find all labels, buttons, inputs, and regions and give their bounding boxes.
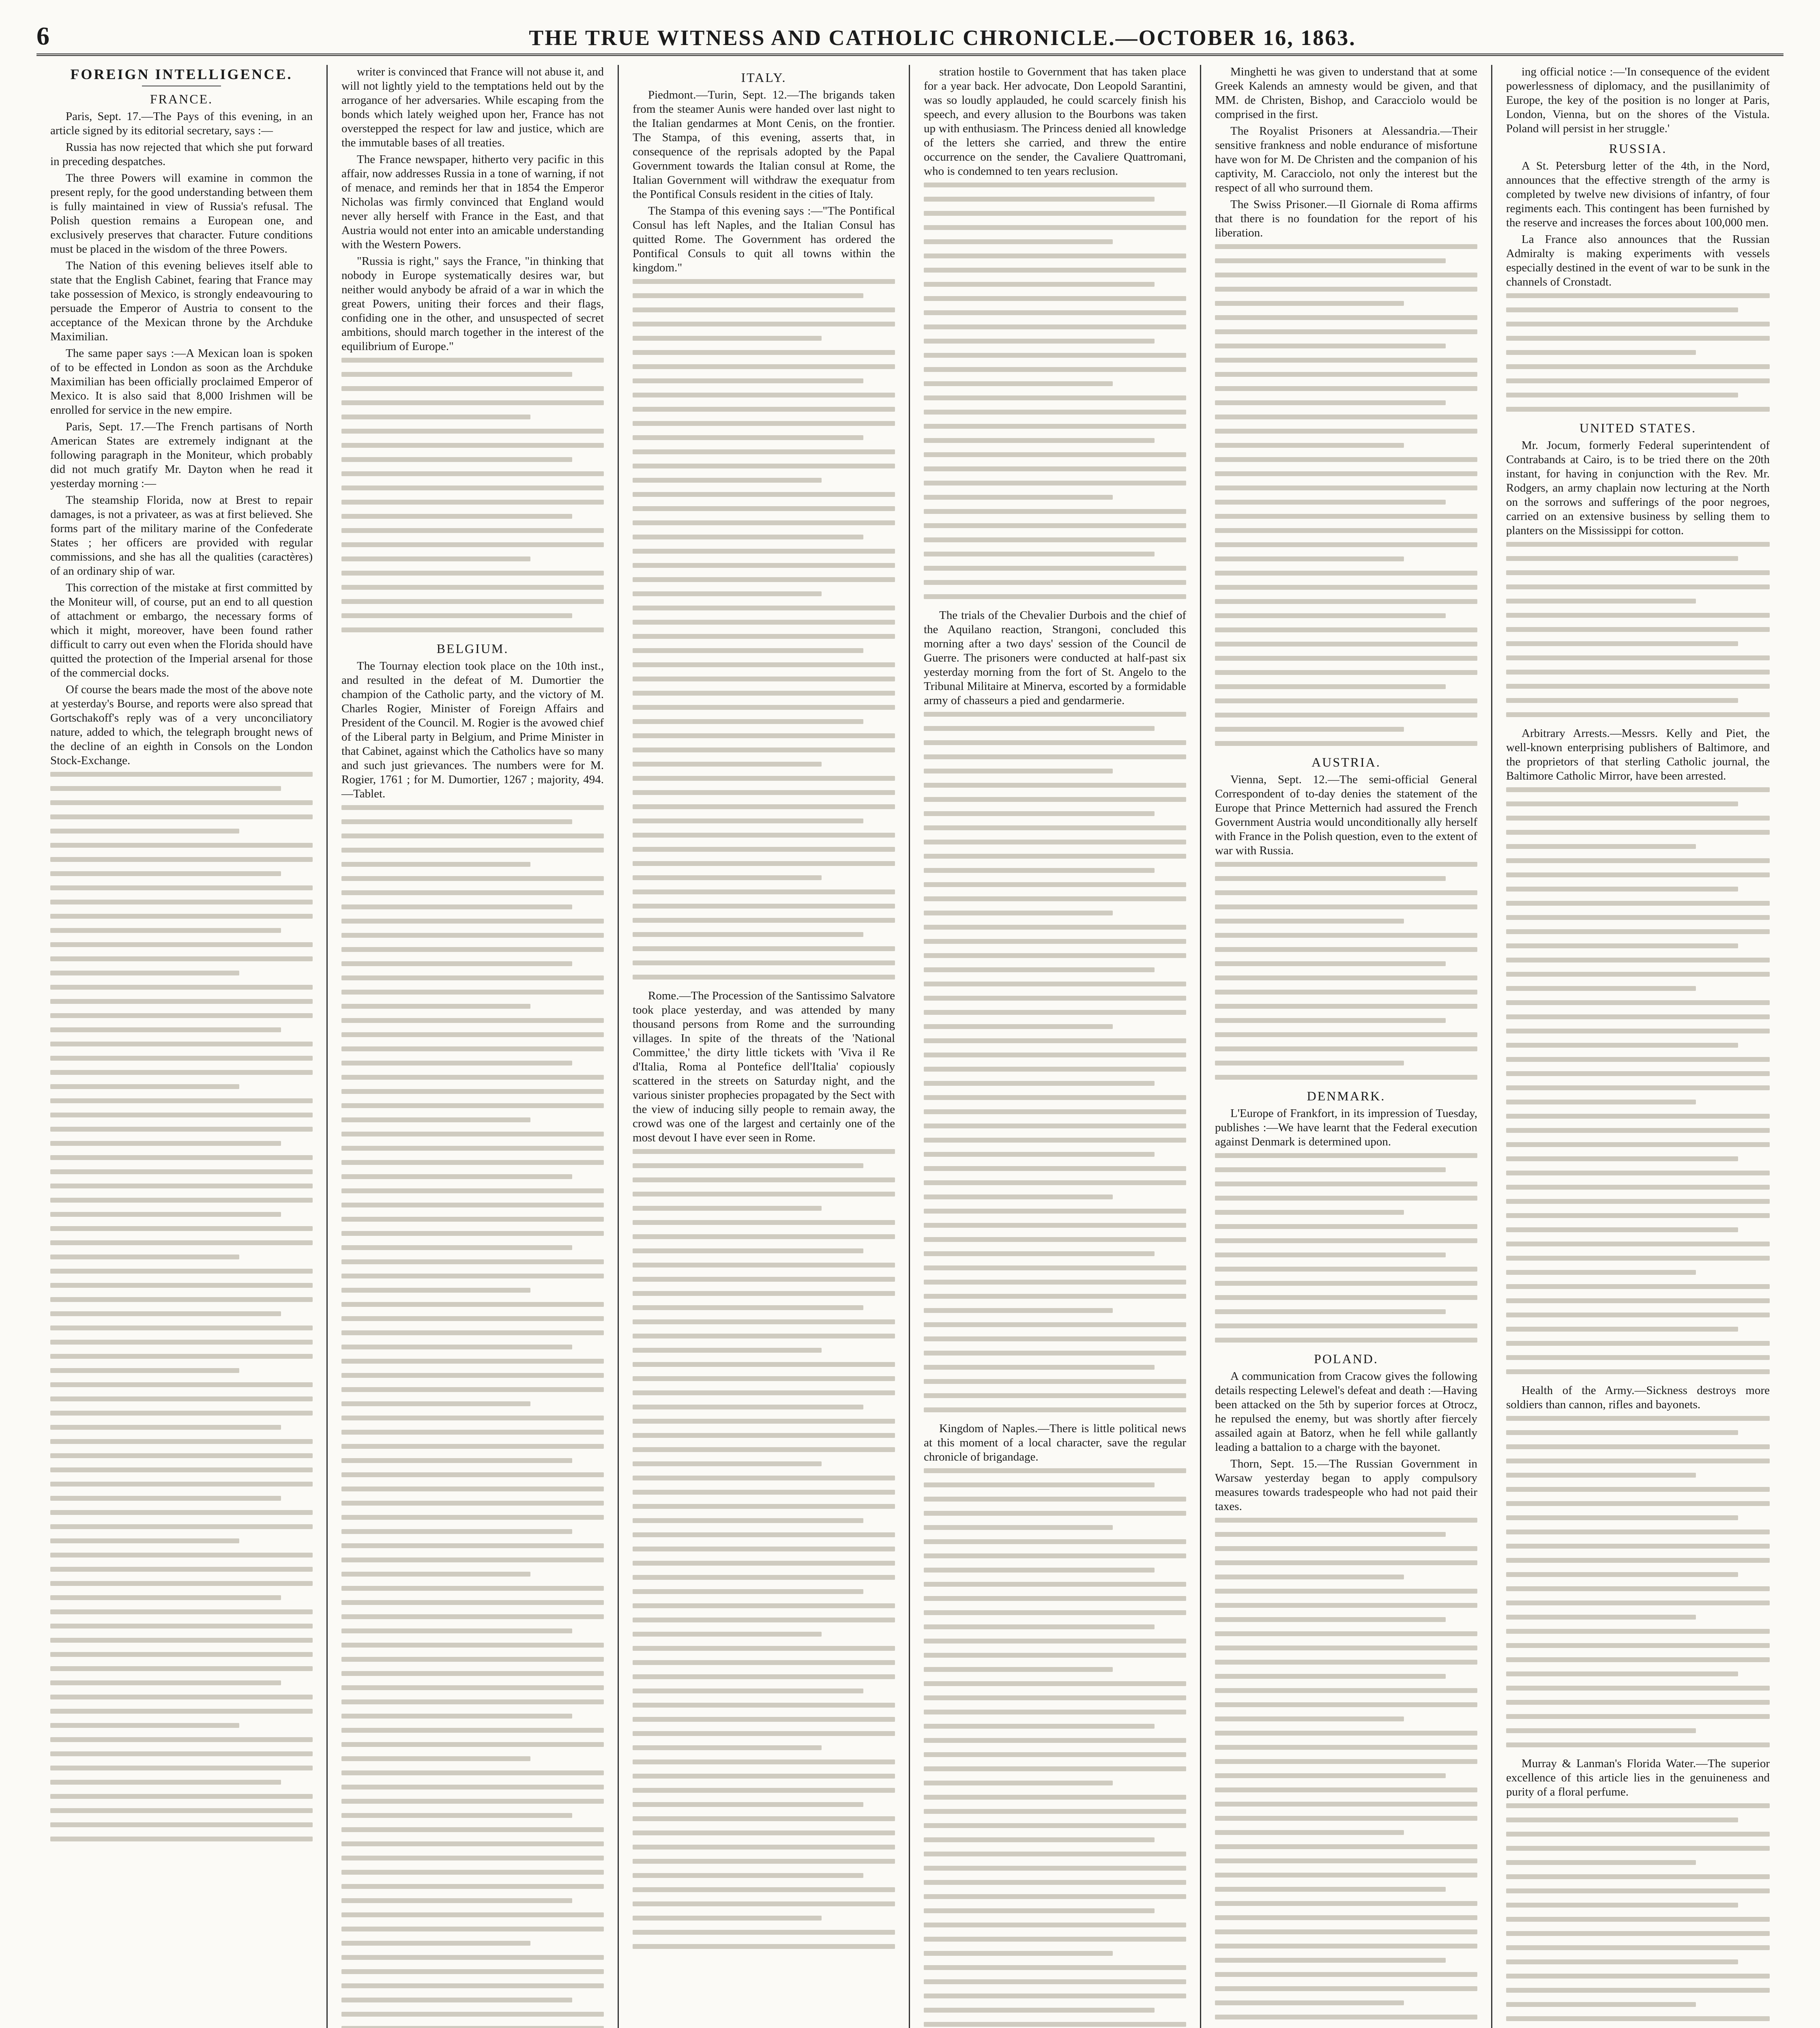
- article-paragraph: Arbitrary Arrests.—Messrs. Kelly and Piet, the well-known enterprising publishers of Baltimore, and the proprietors of that sterling Catholic journal, the Baltimore Catholic Mirror, have been arrested.: [1506, 727, 1770, 782]
- text-continuation: [1506, 293, 1770, 412]
- section-heading: FOREIGN INTELLIGENCE.: [70, 66, 293, 82]
- article-paragraph: Kingdom of Naples.—There is little political news at this moment of a local character, save the regular chronicle of brigandage.: [924, 1422, 1186, 1463]
- article-paragraph: The steamship Florida, now at Brest to repair damages, is not a privateer, as was at first believed. She forms part of the military marine of the Confederate States ; her officers are provided with regular commissions, and she has all the qualities (caractères) of an ordinary ship of war.: [50, 494, 313, 578]
- subsection-heading-austria: AUSTRIA.: [1311, 755, 1381, 769]
- article-paragraph: Piedmont.—Turin, Sept. 12.—The brigands taken from the steamer Aunis were handed over last night to the Italian gendarmes at Mont Cenis, on the frontier. The Stampa, of this evening, asserts that, in consequence of the reprisals adopted by the Papal Government towards the Italian consul at Rome, the Italian Government will withdraw the exequatur from the Pontifical Consuls resident in the cities of Italy.: [633, 88, 895, 201]
- subsection-heading-france: FRANCE.: [150, 92, 213, 106]
- column-4: [910, 65, 1201, 2028]
- subsection-heading-denmark: DENMARK.: [1307, 1089, 1386, 1103]
- page-number: 6: [36, 21, 49, 50]
- article-paragraph: This correction of the mistake at first committed by the Moniteur will, of course, put an end to all question of attachment or embargo, the necessary forms of which it might, moreover, have been found rather difficult to carry out even when the Florida should have quitted the protection of the Imperial arsenal for those of the commercial docks.: [50, 581, 313, 679]
- text-continuation: [633, 1149, 895, 1949]
- article-paragraph: Paris, Sept. 17.—The Pays of this evening, in an article signed by its editorial secretary, says :—: [50, 110, 313, 137]
- article-paragraph: Health of the Army.—Sickness destroys more soldiers than cannon, rifles and bayonets.: [1506, 1384, 1770, 1411]
- article-paragraph: The Swiss Prisoner.—Il Giornale di Roma affirms that there is no foundation for the report of his liberation.: [1215, 198, 1477, 239]
- article-paragraph: The same paper says :—A Mexican loan is spoken of to be effected in London as soon as the Archduke Maximilian has been officially proclaimed Emperor of Mexico. It is also said that 8,000 Irishmen will be enrolled for service in the new empire.: [50, 347, 313, 417]
- column-2: [328, 65, 619, 2028]
- article-paragraph: Paris, Sept. 17.—The French partisans of North American States are extremely indignant at the following paragraph in the Moniteur, which probably did not much gratify Mr. Dayton when he read it yesterday morning :—: [50, 420, 313, 490]
- subsection-heading-united-states: UNITED STATES.: [1579, 421, 1697, 435]
- page-header: [36, 19, 1784, 56]
- article-paragraph: writer is convinced that France will not abuse it, and will not lightly yield to the temptations held out by the arrogance of her adversaries. While escaping from the bonds which lately weighed upon her, France has not overstepped the respect for law and justice, which are the immutable bases of all treaties.: [341, 65, 604, 149]
- column-5: [1201, 65, 1492, 2028]
- text-continuation: [341, 805, 604, 2028]
- article-paragraph: Rome.—The Procession of the Santissimo Salvatore took place yesterday, and was attended by many thousand persons from Rome and the surrounding villages. In spite of the threats of the 'National Committee,' the dirty little tickets with 'Viva il Re d'Italia, Roma al Pontefice dell'Italia' copiously scattered in the streets on Saturday night, and the various sinister prophecies propagated by the Sect with the view of inducing silly people to remain away, the crowd was one of the largest and certainly one of the most devout I have ever seen in Rome.: [633, 989, 895, 1144]
- article-paragraph: The trials of the Chevalier Durbois and the chief of the Aquilano reaction, Strangoni, concluded this morning after a two days' session of the Council de Guerre. The prisoners were conducted at half-past six yesterday morning from the fort of St. Angelo to the Tribunal Militaire at Minerva, escorted by a formidable army of chasseurs a pied and gendarmerie.: [924, 609, 1186, 707]
- text-continuation: [1215, 1518, 1477, 2028]
- text-continuation: [633, 279, 895, 980]
- text-continuation: [1506, 1416, 1770, 1747]
- masthead-title: THE TRUE WITNESS AND CATHOLIC CHRONICLE.—OCTOBER 16, 1863.: [529, 26, 1356, 50]
- article-paragraph: A St. Petersburg letter of the 4th, in the Nord, announces that the effective strength of the army is completed by twelve new divisions of infantry, of four regiments each. This contingent has been furnished by the reserve and increases the forces about 100,000 men.: [1506, 159, 1770, 229]
- article-paragraph: L'Europe of Frankfort, in its impression of Tuesday, publishes :—We have learnt that the Federal execution against Denmark is determined upon.: [1215, 1107, 1477, 1148]
- text-continuation: [341, 358, 604, 632]
- article-paragraph: Murray & Lanman's Florida Water.—The superior excellence of this article lies in the genuineness and purity of a floral perfume.: [1506, 1757, 1770, 1798]
- text-continuation: [924, 1468, 1186, 2028]
- article-paragraph: A communication from Cracow gives the following details respecting Lelewel's defeat and death :—Having been attacked on the 5th by superior forces at Otrocz, he repulsed the enemy, but was shortly after fiercely assailed again at Batorz, when he fell while gallantly leading a battalion to a charge with the bayonet.: [1215, 1370, 1477, 1454]
- article-paragraph: Vienna, Sept. 12.—The semi-official General Correspondent of to-day denies the statement of the Europe that Prince Metternich had assured the French Government Austria would unconditionally ally herself with France in the Polish question, even to the extent of war with Russia.: [1215, 773, 1477, 857]
- subsection-heading-belgium: BELGIUM.: [436, 641, 509, 656]
- article-paragraph: The Nation of this evening believes itself able to state that the English Cabinet, fearing that France may take possession of Mexico, is strongly endeavouring to persuade the Emperor of Austria to consent to the acceptance of the Mexican throne by the Archduke Maximilian.: [50, 259, 313, 343]
- article-paragraph: stration hostile to Government that has taken place for a year back. Her advocate, Don Leopold Sarantini, was so loudly applauded, he could scarcely finish his speech, and every allusion to the Bourbons was taken up with enthusiasm. The Princess denied all knowledge of the letters she carried, and threw the entire occurrence on the sender, the Cavaliere Quattromani, who is condemned to ten years reclusion.: [924, 65, 1186, 178]
- article-paragraph: The three Powers will examine in common the present reply, for the good understanding between them is fully maintained in view of Russia's refusal. The Polish question remains a European one, and exclusively preserves that character. Future conditions must be placed in the wisdom of the three Powers.: [50, 172, 313, 256]
- article-paragraph: "Russia is right," says the France, "in thinking that nobody in Europe systematically desires war, but neither would anybody be afraid of a war in which the great Powers, uniting their forces and their flags, confiding one in the other, and unsuspected of secret ambitions, should march together in the interest of the equilibrium of Europe.": [341, 255, 604, 353]
- text-continuation: [1506, 1803, 1770, 2021]
- subsection-heading-russia: RUSSIA.: [1609, 141, 1667, 156]
- text-continuation: [1506, 787, 1770, 1374]
- column-grid: [36, 65, 1784, 2028]
- article-paragraph: Russia has now rejected that which she put forward in preceding despatches.: [50, 141, 313, 168]
- column-1: [36, 65, 328, 2028]
- text-continuation: [924, 712, 1186, 1412]
- text-continuation: [50, 772, 313, 1841]
- text-continuation: [924, 183, 1186, 599]
- column-3: [619, 65, 910, 2028]
- text-continuation: [1506, 542, 1770, 717]
- article-paragraph: The Royalist Prisoners at Alessandria.—Their sensitive frankness and noble endurance of misfortune have won for M. De Christen and the companion of his captivity, M. Caracciolo, not only the interest but the respect of all who surround them.: [1215, 125, 1477, 194]
- column-6: [1492, 65, 1784, 2028]
- article-paragraph: Mr. Jocum, formerly Federal superintendent of Contrabands at Cairo, is to be tried there on the 20th instant, for having in conjunction with the Rev. Mr. Rodgers, an army chaplain now lecturing at the North on the sorrows and sufferings of the poor negroes, carried on an extensive business by selling them to planters on the Mississippi for cotton.: [1506, 439, 1770, 537]
- article-paragraph: Minghetti he was given to understand that at some Greek Kalends an amnesty would be given, and that MM. de Christen, Bishop, and Caracciolo would be comprised in the first.: [1215, 65, 1477, 121]
- article-paragraph: Thorn, Sept. 15.—The Russian Government in Warsaw yesterday began to apply compulsory measures towards tradespeople who had not paid their taxes.: [1215, 1457, 1477, 1513]
- subsection-heading-italy: ITALY.: [741, 70, 787, 85]
- subsection-heading-poland: POLAND.: [1314, 1351, 1378, 1366]
- article-paragraph: The France newspaper, hitherto very pacific in this affair, now addresses Russia in a tone of warning, if not of menace, and reminds her that in 1854 the Emperor Nicholas was firmly convinced that England would never ally herself with France in the East, and that Austria would not enter into an amicable understanding with the Western Powers.: [341, 153, 604, 251]
- article-paragraph: Of course the bears made the most of the above note at yesterday's Bourse, and reports were also spread that Gortschakoff's reply was of a very unconciliatory nature, added to which, the telegraph brought news of the decline of an eighth in Consols on the London Stock-Exchange.: [50, 683, 313, 767]
- article-paragraph: La France also announces that the Russian Admiralty is making experiments with vessels especially destined in the event of war to be sunk in the channels of Cronstadt.: [1506, 233, 1770, 288]
- article-paragraph: The Tournay election took place on the 10th inst., and resulted in the defeat of M. Dumortier the champion of the Catholic party, and the victory of M. Charles Rogier, Minister of Foreign Affairs and President of the Council. M. Rogier is the avowed chief of the Liberal party in Belgium, and Prime Minister in that Cabinet, against which the Catholics have so many and such just grievances. The numbers were for M. Rogier, 1761 ; for M. Dumortier, 1267 ; majority, 494.—Tablet.: [341, 660, 604, 800]
- article-paragraph: The Stampa of this evening says :—"The Pontifical Consul has left Naples, and the Italian Consul has quitted Rome. The Government has ordered the Pontifical Consuls to quit all towns within the kingdom.": [633, 204, 895, 274]
- text-continuation: [1215, 862, 1477, 1080]
- text-continuation: [1215, 1153, 1477, 1343]
- article-paragraph: ing official notice :—'In consequence of the evident powerlessness of diplomacy, and the pusillanimity of Europe, the key of the position is no longer at Paris, London, Vienna, but on the shores of the Vistula. Poland will persist in her struggle.': [1506, 65, 1770, 135]
- text-continuation: [1215, 244, 1477, 746]
